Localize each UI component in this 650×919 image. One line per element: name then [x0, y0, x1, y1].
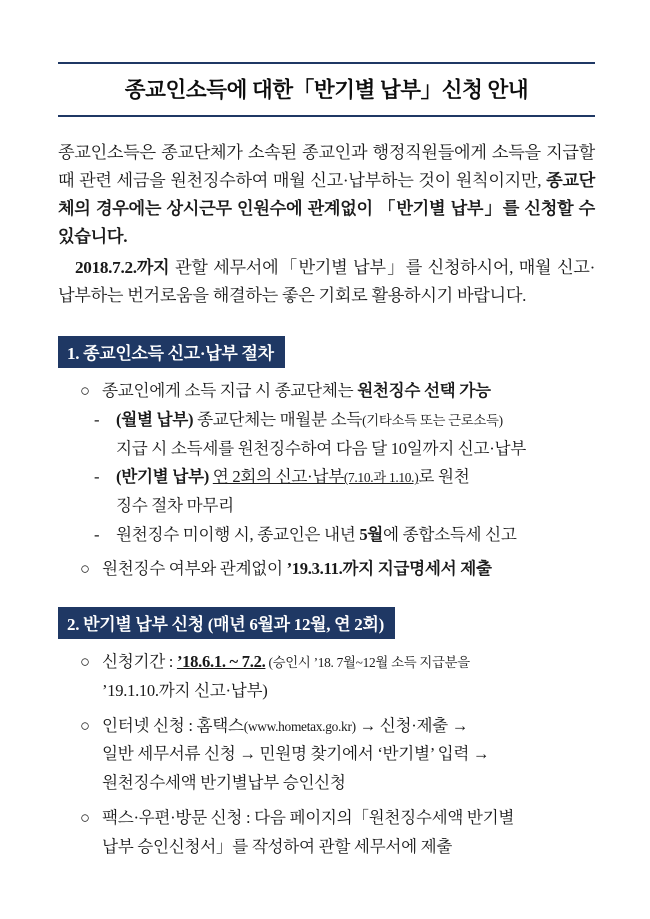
intro-p2-rest: 관할 세무서에「반기별 납부」를 신청하시어, 매월 신고·납부하는 번거로움을 해결하는 좋은 기회로 활용하시기 바랍니다.: [58, 258, 595, 306]
intro-p1-part-a: 종교인소득은 종교단체가 소속된 종교인과 행정직원들에게 소득을 지급할 때 관련 세금을 원천징수하여 매월 신고·납부하는 것이 원칙이지만,: [58, 143, 595, 190]
list-item-text-a: 인터넷 신청 : 홈택스: [102, 715, 244, 735]
bullet-circle-icon: ○: [80, 807, 90, 827]
bullet-circle-icon: ○: [80, 715, 90, 735]
intro-p2-deadline: 2018.7.2.까지: [75, 258, 170, 278]
page-title: [58, 62, 595, 117]
list-item-text-c: 로 원천: [418, 467, 470, 487]
section-heading-1: 1. 종교인소득 신고·납부 절차: [58, 336, 285, 368]
page-title-text: 종교인소득에 대한「반기별 납부」신청 안내: [124, 78, 529, 102]
list-item: [58, 522, 595, 548]
list-item-text: [102, 649, 595, 675]
bullet-circle-icon: ○: [80, 381, 90, 401]
list-item-text-small: (기타소득 또는 근로소득): [362, 412, 503, 428]
list-item-text: [116, 464, 595, 490]
list-item-continuation: 징수 절차 마무리: [116, 496, 234, 516]
intro-paragraph-2: [58, 254, 595, 310]
list-item-text-a: 종교인에게 소득 지급 시 종교단체는: [102, 381, 358, 401]
list-item-text-b: 원천징수 선택 가능: [357, 381, 491, 401]
list-item-continuation: 원천징수세액 반기별납부 승인신청: [102, 773, 346, 793]
list-item-text-b: ’18.6.1. ~ 7.2.: [176, 652, 266, 672]
list-item-text-a: 원천징수 미이행 시,: [116, 524, 258, 544]
list-item-text-b: ’19.3.11.까지 지급명세서 제출: [286, 559, 492, 579]
list-item: [58, 464, 595, 490]
list-item-text-b: 종교단체는 매월분 소득: [197, 409, 363, 429]
section-heading-2: 2. 반기별 납부 신청 (매년 6월과 12월, 연 2회): [58, 607, 395, 639]
list-item-text: [102, 378, 595, 404]
list-item: [58, 713, 595, 739]
list-item: [58, 556, 595, 582]
bullet-circle-icon: ○: [80, 652, 90, 672]
list-item-text: [102, 805, 595, 831]
list-item-continuation: 납부 승인신청서」를 작성하여 관할 세무서에 제출: [102, 836, 453, 856]
list-item-text-a: 원천징수 여부와 관계없이: [102, 559, 287, 579]
intro-p1-part-c: 상시근무 인원수에 관계없이 「반기별 납부」를 신청할 수 있습니다.: [58, 198, 595, 246]
list-item: [58, 378, 595, 404]
list-item-text-a: 팩스·우편·방문 신청 :: [102, 807, 255, 827]
list-item-text-b: 다음 페이지의「원천징수세액 반기별: [254, 807, 515, 827]
list-item-text-small: (승인시 ’18. 7월~12월 소득 지급분을: [265, 655, 470, 671]
list-item-text-a: (반기별 납부): [116, 467, 213, 487]
list-item-text-a: 신청기간 :: [102, 652, 177, 672]
bullet-circle-icon: ○: [80, 559, 90, 579]
list-item: [58, 407, 595, 433]
list-item-text: [102, 556, 595, 582]
list-item-text-small: (www.hometax.go.kr): [243, 718, 356, 734]
list-item-text-small: (7.10.과 1.10.): [343, 470, 419, 486]
list-item-text-b: 연 2회의 신고·납부: [212, 467, 344, 487]
list-item-text-b: 종교인은 내년: [257, 524, 360, 544]
intro-p1-part-b: 종교단체의 경우에는: [58, 170, 595, 218]
list-item-text: [116, 407, 595, 433]
list-item: [58, 649, 595, 675]
list-item-text: [102, 713, 595, 739]
list-item-continuation: 일반 세무서류 신청 → 민원명 찾기에서 ‘반기별’ 입력 →: [102, 744, 490, 764]
bullet-dash-icon: -: [94, 524, 100, 544]
list-item-text: [116, 522, 595, 548]
list-item-text-c: 5월: [359, 524, 384, 544]
bullet-dash-icon: -: [94, 467, 100, 487]
bullet-dash-icon: -: [94, 409, 100, 429]
list-item-continuation: 지급 시 소득세를 원천징수하여 다음 달 10일까지 신고·납부: [116, 438, 526, 458]
list-item-text-a: (월별 납부): [116, 409, 198, 429]
list-item-text-b: → 신청·제출 →: [355, 715, 469, 735]
list-item-text-d: 에 종합소득세 신고: [383, 524, 517, 544]
intro-paragraph-1: [58, 139, 595, 250]
list-item: [58, 805, 595, 831]
list-item-continuation: ’19.1.10.까지 신고·납부): [102, 680, 268, 700]
